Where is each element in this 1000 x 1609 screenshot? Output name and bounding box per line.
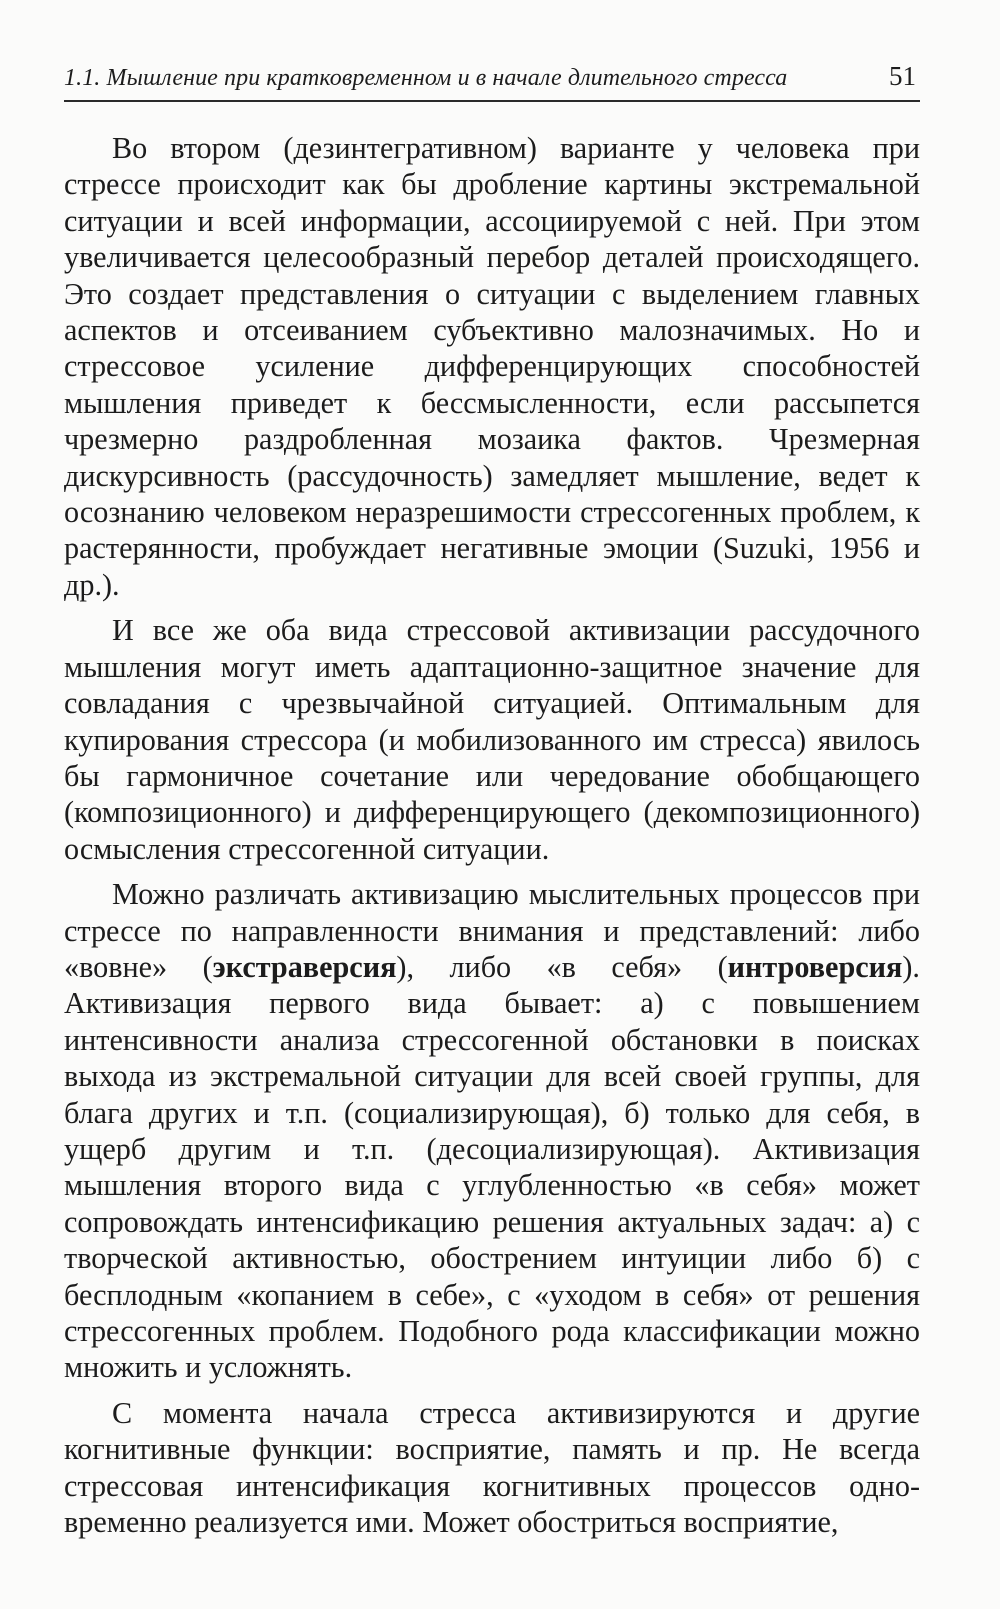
body-text [64,130,920,1549]
page-number: 51 [889,61,916,91]
paragraph-1: Во втором (дезинтегративном) варианте у человека при стрессе происходит как бы дробление картины экстремальной ситуации и всей информации, ассоциируемой с ней. При этом увеличивается целесообразный перебор деталей происходящего. Это создает представления о ситуации с выделением главных аспектов и отсеиванием субъективно малозначимых. Но и стрессовое усиление дифференцирующих способностей мышления приведет к бессмысленности, если рассыпется чрезмерно раздробленная мозаика фактов. Чрезмерная дискурсивность (рассудочность) замедляет мышление, ведет к осознанию человеком неразрешимости стрессогенных проблем, к растерянности, пробуждает негативные эмоции (Suzuki, 1956 и др.). [64,131,920,602]
paragraph-3-part-3: ). Активизация первого вида бывает: а) с повышением интенсивности анализа стрессогенной обстановки в поисках выхода из экстремальной ситуации для всей своей группы, для блага других и т.п. (социализирующая), б) только для себя, в ущерб другим и т.п. (десоциализирующая). Активизация мышления второго вида с углубленностью «в себя» может сопровождать интенсификацию решения актуальных задач: а) с творческой активностью, обострением интуиции либо б) с бесплодным «копанием в себе», с «уходом в себя» от решения стрессогенных проблем. Подобного рода классификации можно множить и усложнять. [64,949,920,1385]
paragraph-4: С момента начала стресса активизируются и другие когнитивные функции: восприятие, память и пр. Не всегда стрессовая интенсификация когнитивных процессов одновременно реализуется ими. Может обостриться восприятие, [64,1395,920,1540]
running-header [64,56,920,102]
running-title: 1.1. Мышление при кратковременном и в начале длительного стресса [64,65,788,91]
paragraph-2: И все же оба вида стрессовой активизации рассудочного мышления могут иметь адаптационно-защитное значение для совладания с чрезвычайной ситуацией. Оптимальным для купирования стрессора (и мобилизованного им стресса) явилось бы гармоничное сочетание или чередование обобщающего (композиционного) и дифференцирующего (декомпозиционного) осмысления стрессогенной ситуации. [64,613,920,866]
paragraph-3-part-2: ), либо «в себя» ( [396,949,728,984]
paragraph-3-part-1: Можно различать активизацию мыслительных процессов при стрессе по направленности внимания и представлений: либо «вовне» ( [64,877,920,984]
term-introversion: интроверсия [727,949,903,984]
paragraph-3 [64,876,920,1386]
term-extraversion: экстраверсия [212,949,397,984]
